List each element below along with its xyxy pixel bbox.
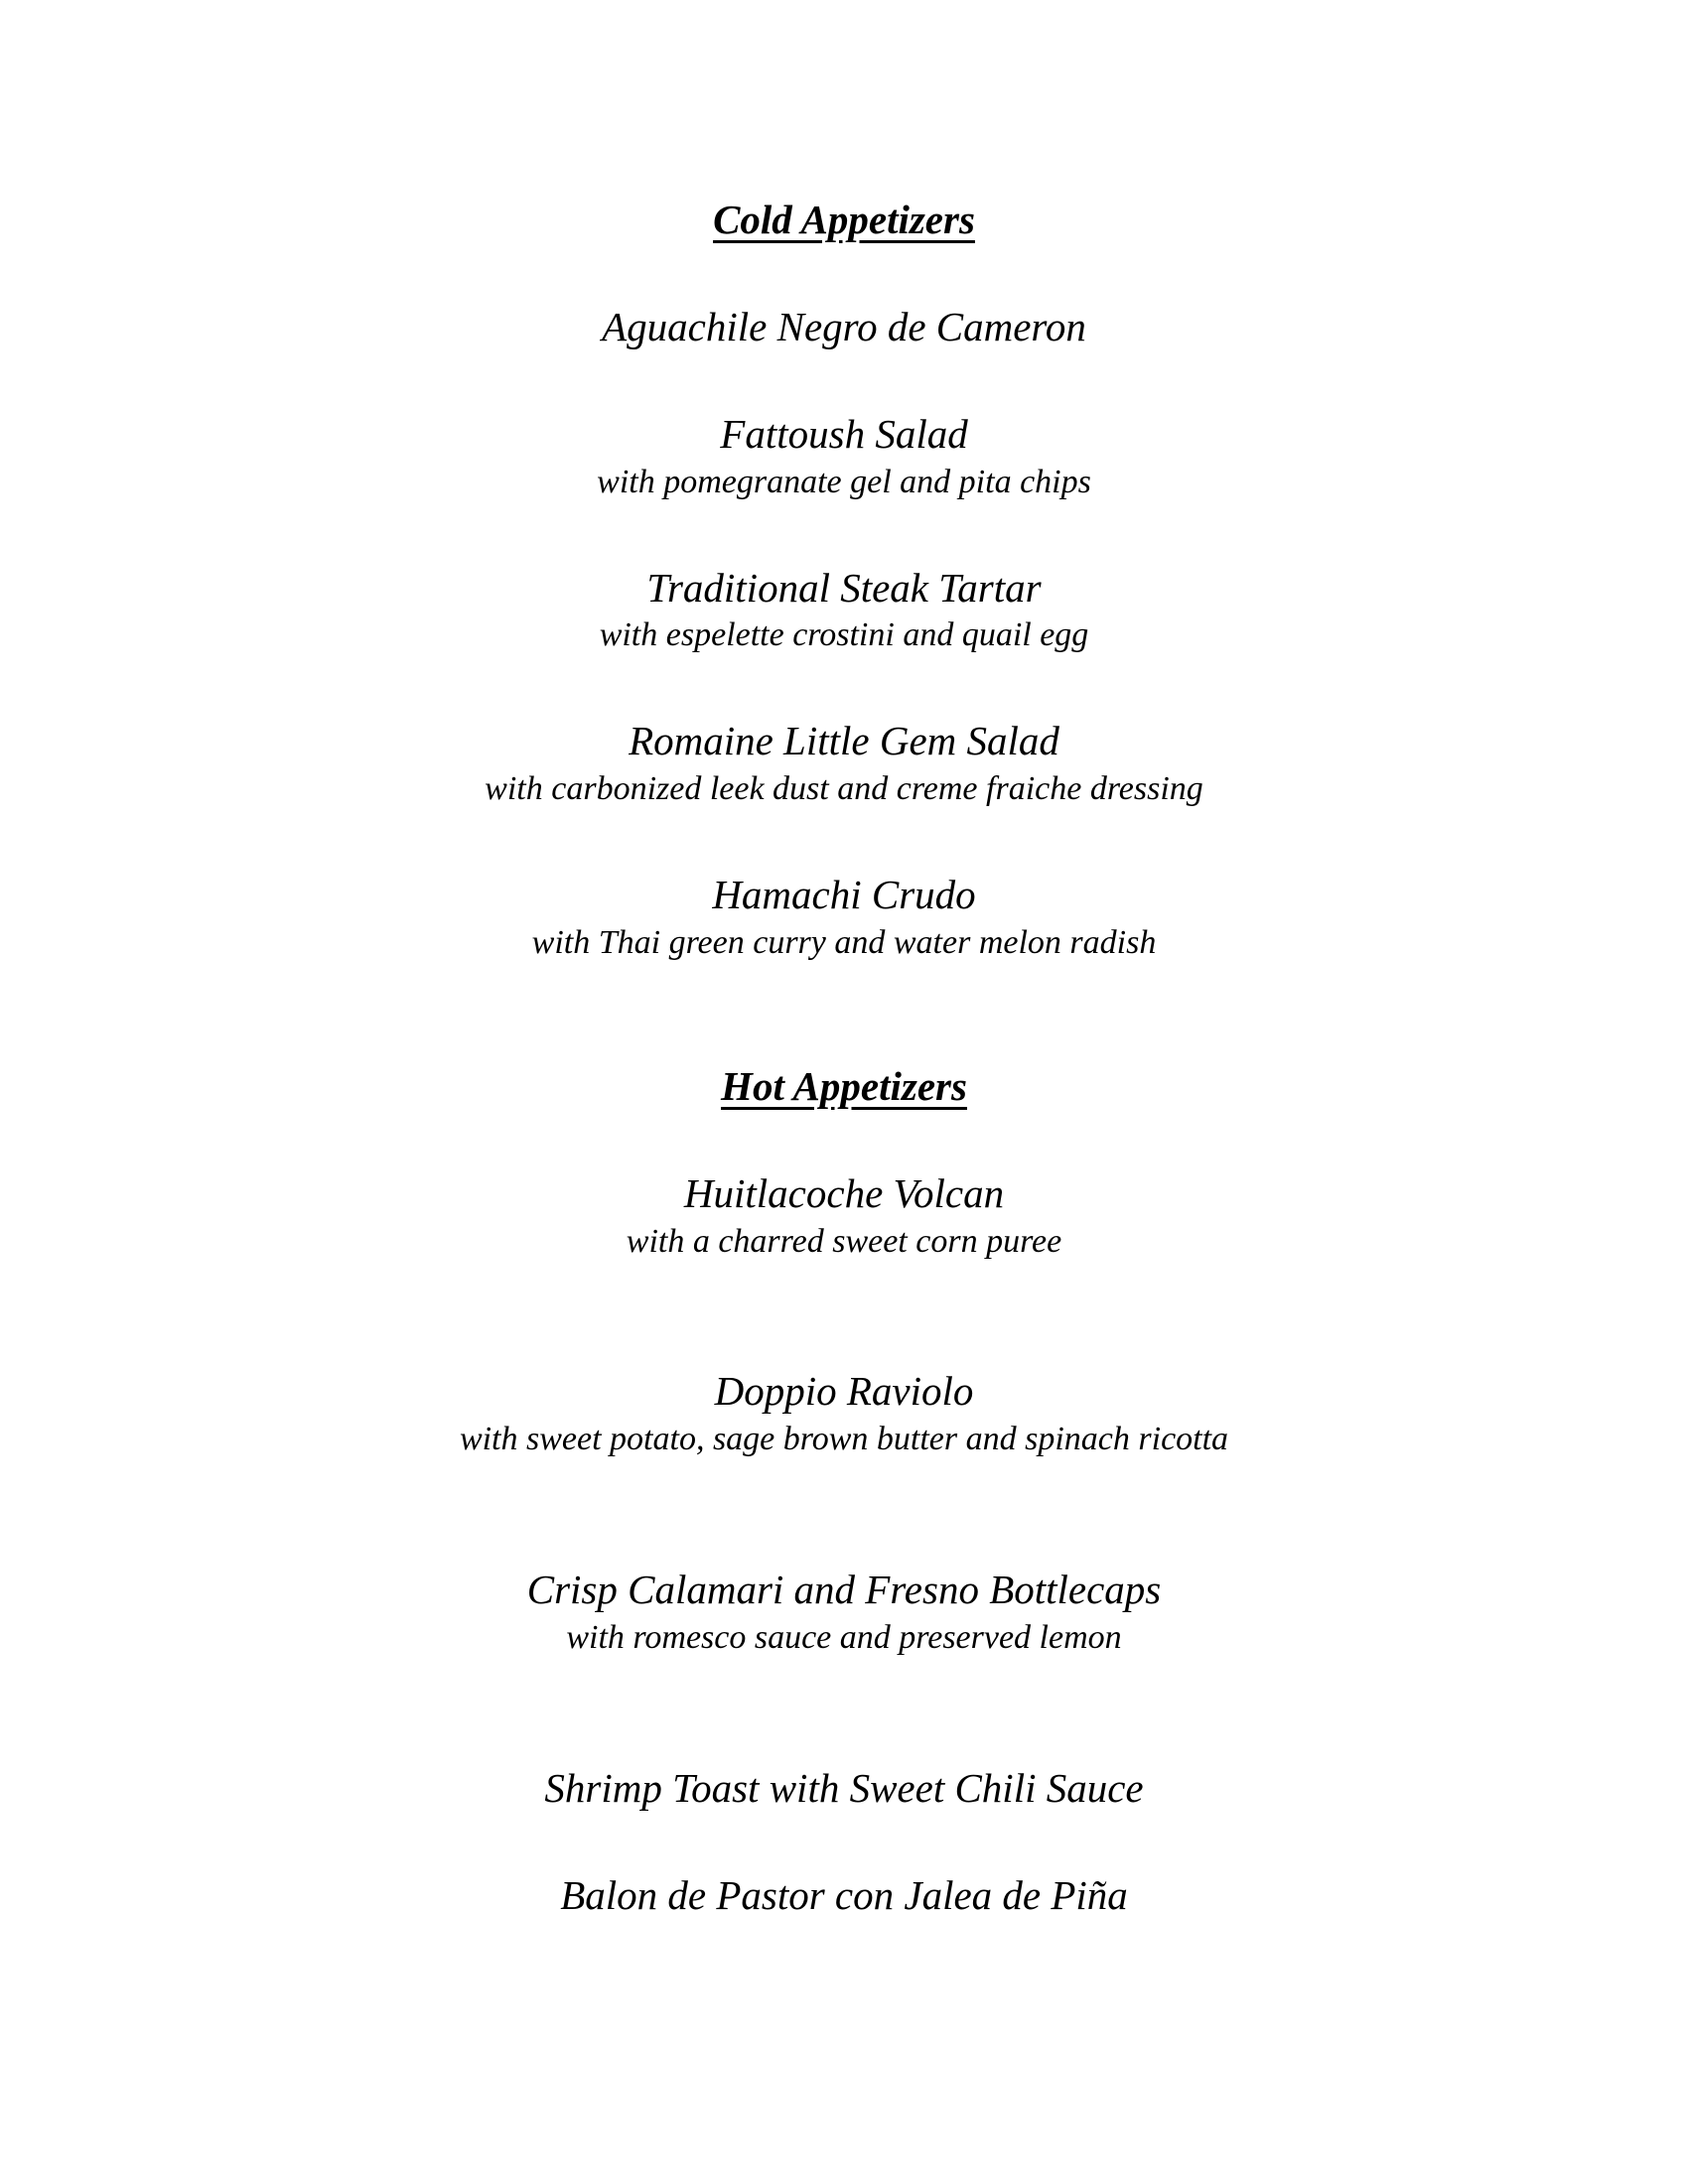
dish-description: with espelette crostini and quail egg [599,616,1089,654]
menu-item [0,412,1688,504]
menu-sections [0,198,1688,1919]
dish-description: with romesco sauce and preserved lemon [566,1619,1122,1657]
section-heading: Hot Appetizers [721,1062,967,1109]
dish-description: with carbonized leek dust and creme fraiche dressing [485,770,1203,808]
dish-name: Traditional Steak Tartar [646,564,1042,611]
dish-name: Balon de Pastor con Jalea de Piña [560,1871,1128,1918]
dish-name: Crisp Calamari and Fresno Bottlecaps [526,1567,1162,1613]
section-items [0,305,1688,965]
dish-name: Aguachile Negro de Cameron [602,303,1086,349]
menu-item [0,1568,1688,1660]
dish-name: Fattoush Salad [720,410,968,457]
dish-description: with sweet potato, sage brown butter and spinach ricotta [459,1421,1229,1458]
menu-section [0,1064,1688,1919]
dish-name: Shrimp Toast with Sweet Chili Sauce [544,1764,1144,1811]
menu-item [0,305,1688,350]
menu-section [0,198,1688,965]
menu-item [0,1369,1688,1461]
dish-name: Romaine Little Gem Salad [629,718,1059,764]
dish-name: Hamachi Crudo [712,872,976,918]
menu-item [0,719,1688,811]
dish-description: with a charred sweet corn puree [626,1222,1062,1260]
dish-description: with Thai green curry and water melon radish [531,923,1157,961]
dish-name: Doppio Raviolo [714,1368,974,1415]
menu-item [0,873,1688,965]
menu-item [0,1171,1688,1264]
section-items [0,1171,1688,1919]
menu-item [0,1873,1688,1919]
section-heading: Cold Appetizers [713,197,975,242]
menu-item [0,1766,1688,1812]
dish-name: Huitlacoche Volcan [683,1169,1005,1216]
menu-item [0,566,1688,658]
dish-description: with pomegranate gel and pita chips [597,463,1091,500]
